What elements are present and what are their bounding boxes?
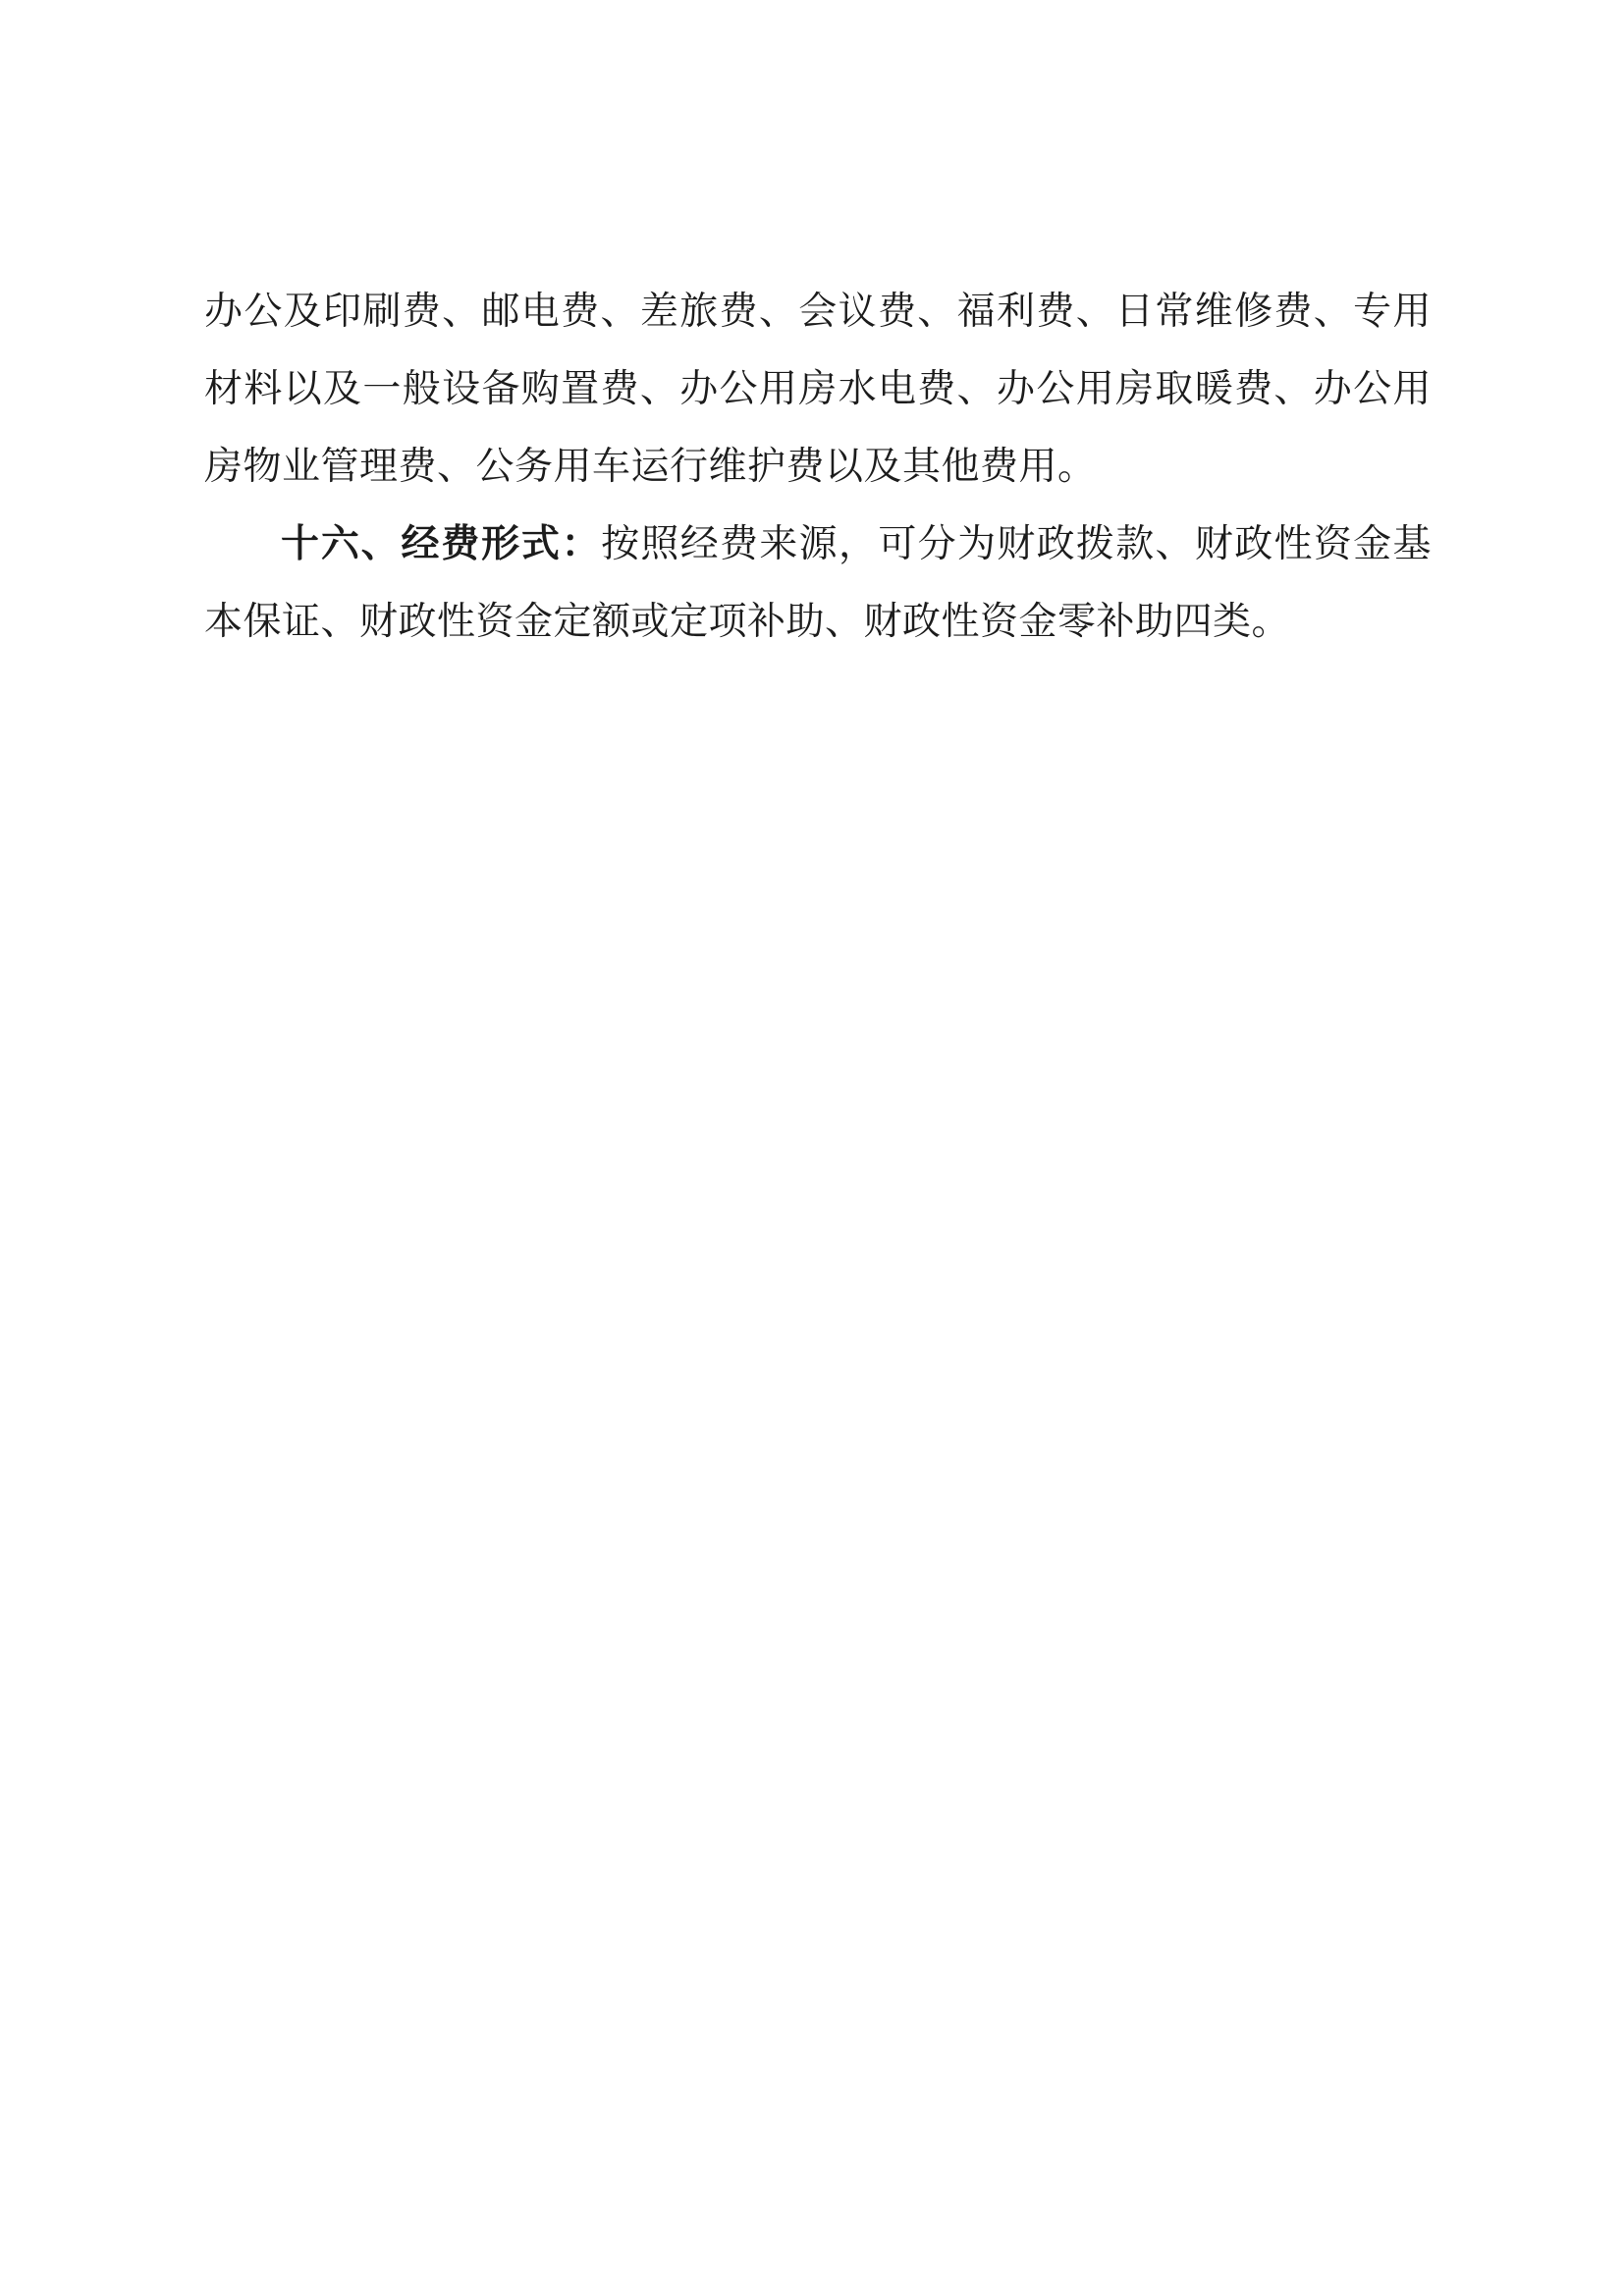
paragraph-text: 办公及印刷费、邮电费、差旅费、会议费、福利费、日常维修费、专用材料以及一般设备购置费、办公用房水电费、办公用房取暖费、办公用房物业管理费、公务用车运行维护费以及其他费用。 bbox=[204, 291, 1432, 488]
paragraph-lead-label: 十六、经费形式 bbox=[281, 523, 562, 565]
paragraph-expense-items bbox=[204, 273, 1432, 506]
paragraph-lead-separator: ： bbox=[561, 523, 602, 565]
document-body bbox=[204, 273, 1432, 661]
paragraph-text: 按照经费来源，可分为财政拨款、财政性资金基本保证、财政性资金定额或定项补助、财政性资金零补助四类。 bbox=[204, 523, 1432, 643]
paragraph-funding-form bbox=[204, 506, 1432, 661]
